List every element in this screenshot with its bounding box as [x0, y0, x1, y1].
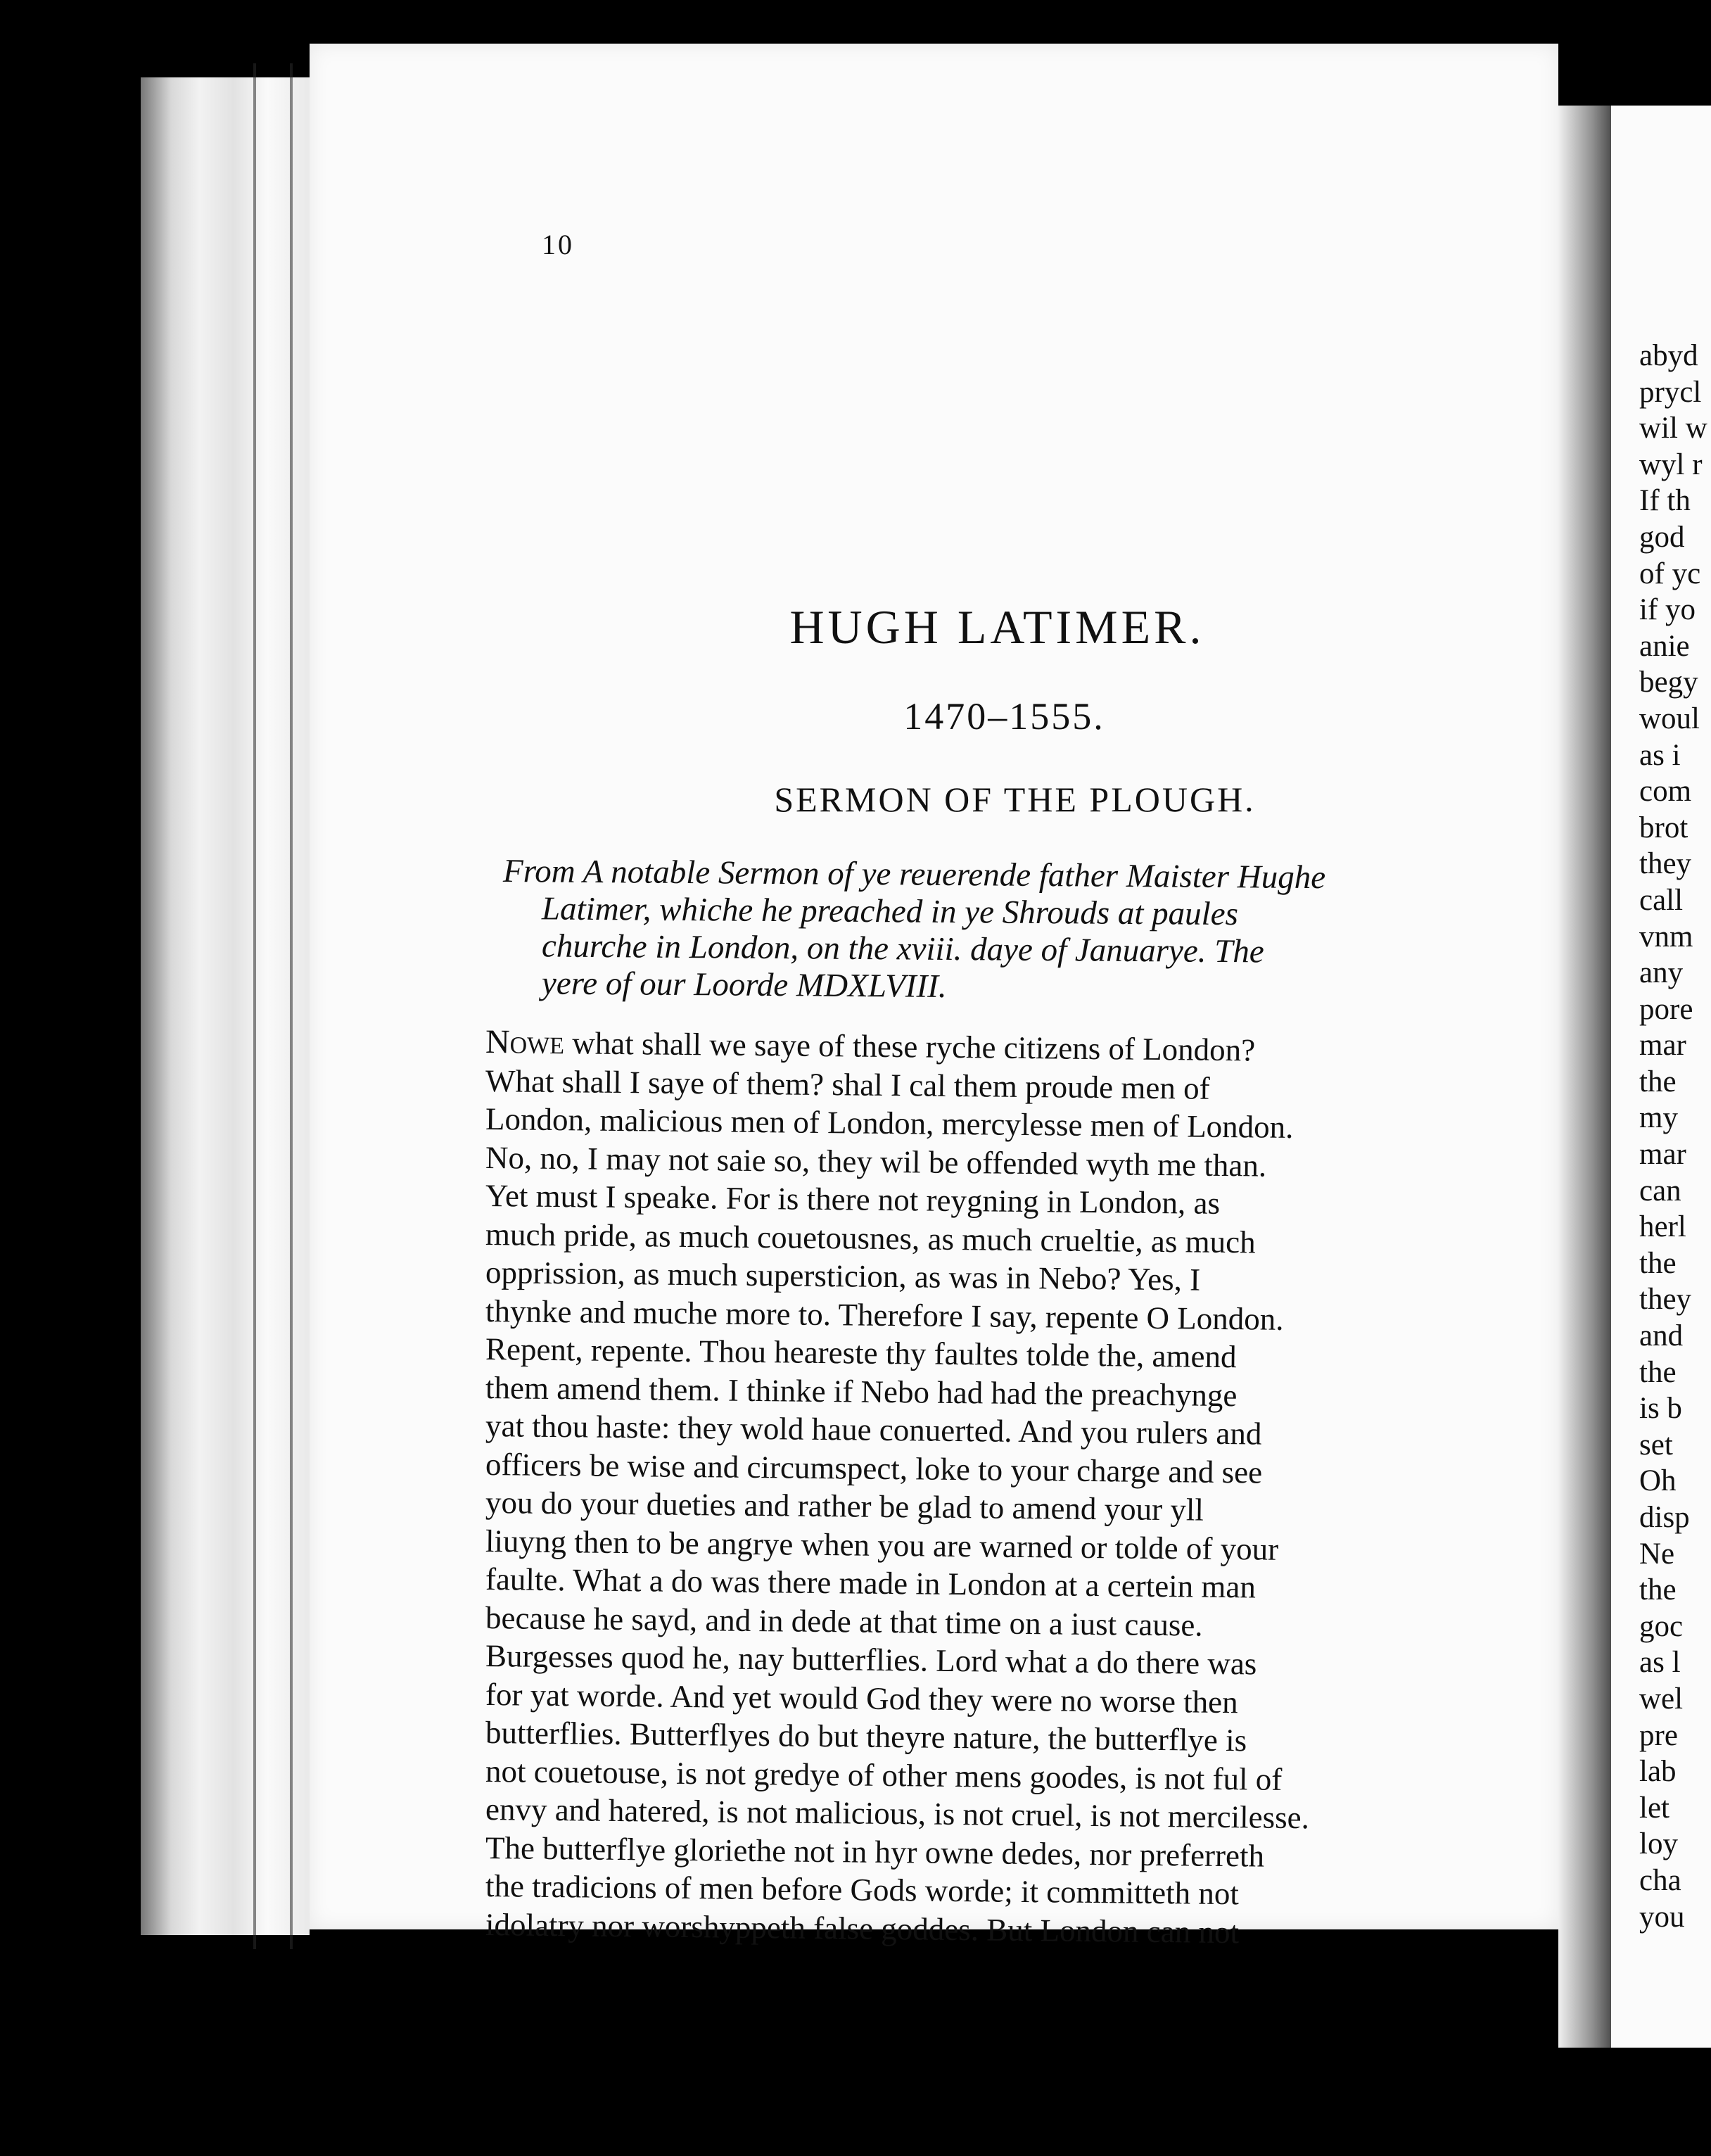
sermon-title: SERMON OF THE PLOUGH. — [774, 780, 1256, 819]
facing-page-line: pre — [1639, 1718, 1678, 1752]
body-line: officers be wise and circumspect, loke to your charge and see — [485, 1446, 1263, 1490]
facing-page-line: vnm — [1639, 920, 1693, 953]
body-line: No, no, I may not saie so, they wil be offended wyth me than. — [485, 1139, 1267, 1184]
body-line: not couetouse, is not gredye of other mens goodes, is not ful of — [485, 1753, 1283, 1797]
facing-page-line: begy — [1639, 666, 1698, 699]
source-line: From A notable Sermon of ye reuerende father Maister Hughe — [502, 853, 1326, 896]
body-line: envy and hatered, is not malicious, is not cruel, is not mercilesse. — [485, 1792, 1310, 1836]
body-line: What shall I saye of them? shal I cal them proude men of — [485, 1063, 1210, 1106]
facing-page-line: Oh — [1639, 1464, 1677, 1498]
facing-page-line: If th — [1639, 484, 1691, 518]
facing-page-text — [1639, 338, 1707, 1935]
facing-page-line: as i — [1639, 738, 1681, 772]
facing-page-line: herl — [1639, 1210, 1686, 1244]
facing-page-line: anie — [1639, 629, 1690, 663]
facing-page-line: disp — [1639, 1501, 1690, 1534]
body-line: faulte. What a do was there made in London at a certein man — [485, 1561, 1257, 1605]
facing-page-line: brot — [1639, 811, 1688, 844]
page-edge-line — [290, 63, 293, 1949]
body-line: thynke and muche more to. Therefore I say, repente O London. — [485, 1293, 1284, 1337]
facing-page-line: and — [1639, 1319, 1684, 1353]
source-line: yere of our Loorde MDXLVIII. — [541, 965, 947, 1005]
facing-page-line: can — [1639, 1174, 1681, 1207]
body-line: much pride, as much couetousnes, as much crueltie, as much — [485, 1216, 1256, 1260]
source-note — [502, 853, 1467, 1005]
body-line: for yat worde. And yet would God they were no worse then — [485, 1676, 1238, 1720]
facing-page — [1611, 106, 1711, 2048]
facing-page-line: prycl — [1639, 375, 1702, 409]
facing-page-line: abyd — [1639, 339, 1698, 372]
facing-page-line: goc — [1639, 1609, 1684, 1643]
body-line: because he sayd, and in dede at that time on a iust cause. — [485, 1599, 1203, 1643]
body-line: you do your dueties and rather be glad to amend your yll — [485, 1485, 1204, 1528]
facing-page-line: the — [1639, 1573, 1677, 1607]
source-line: Latimer, whiche he preached in ye Shrouds at paules — [541, 890, 1239, 933]
facing-page-line: call — [1639, 883, 1684, 917]
facing-page-line: of yc — [1639, 557, 1701, 590]
page-stack-edge — [141, 77, 310, 1935]
facing-page-line: mar — [1639, 1138, 1686, 1172]
facing-page-line: they — [1639, 847, 1692, 881]
author-dates: 1470–1555. — [903, 695, 1105, 737]
facing-page-line: wil w — [1639, 412, 1707, 445]
facing-page-line: com — [1639, 775, 1692, 808]
facing-page-line: as l — [1639, 1646, 1681, 1680]
facing-page-line: they — [1639, 1283, 1692, 1317]
facing-page-line: wel — [1639, 1682, 1684, 1716]
facing-page-line: wyl r — [1639, 448, 1703, 481]
facing-page-line: Ne — [1639, 1537, 1675, 1571]
facing-page-line: you — [1639, 1900, 1685, 1934]
facing-page-line: loy — [1639, 1827, 1678, 1861]
body-line: London, malicious men of London, mercylesse men of London. — [485, 1101, 1294, 1146]
facing-page-line: the — [1639, 1246, 1677, 1280]
body-line: liuyng then to be angrye when you are warned or tolde of your — [485, 1523, 1279, 1567]
body-line: idolatry nor worshyppeth false goddes. But London can not — [485, 1906, 1240, 1950]
body-line-text: what shall we saye of these ryche citizens of London? — [564, 1025, 1256, 1068]
facing-page-line: lab — [1639, 1755, 1677, 1789]
body-line: yat thou haste: they wold haue conuerted. And you rulers and — [485, 1408, 1262, 1452]
body-line: opprission, as much supersticion, as was in Nebo? Yes, I — [485, 1255, 1201, 1298]
body-line: Burgesses quod he, nay butterflies. Lord what a do there was — [485, 1638, 1257, 1682]
body-line: the tradicions of men before Gods worde; it committeth not — [485, 1868, 1240, 1912]
facing-page-line: is b — [1639, 1392, 1682, 1426]
body-line: Repent, repente. Thou heareste thy faultes tolde the, amend — [485, 1331, 1237, 1375]
source-line: churche in London, on the xviii. daye of Januarye. The — [541, 927, 1264, 970]
facing-page-line: the — [1639, 1065, 1677, 1098]
facing-page-line: my — [1639, 1101, 1678, 1135]
facing-page-line: any — [1639, 956, 1684, 990]
sermon-body — [485, 1023, 1463, 1950]
facing-page-line: pore — [1639, 992, 1693, 1026]
body-first-word: Nowe — [485, 1023, 565, 1062]
facing-page-line: god — [1639, 520, 1685, 554]
facing-page-line: cha — [1639, 1863, 1681, 1897]
facing-page-line: if yo — [1639, 593, 1696, 627]
facing-page-line: set — [1639, 1428, 1673, 1461]
author-heading: HUGH LATIMER. — [789, 600, 1205, 654]
body-line: them amend them. I thinke if Nebo had had the preachynge — [485, 1369, 1238, 1413]
body-line: butterflies. Butterflyes do but theyre nature, the butterflye is — [485, 1715, 1247, 1758]
page-edge-line — [253, 63, 256, 1949]
body-line: The butterflye gloriethe not in hyr owne dedes, nor preferreth — [485, 1830, 1265, 1874]
facing-page-line: the — [1639, 1355, 1677, 1389]
book-page — [310, 44, 1558, 1950]
facing-page-line: woul — [1639, 702, 1700, 735]
facing-page-line: mar — [1639, 1029, 1686, 1063]
body-line: Yet must I speake. For is there not reygning in London, as — [485, 1178, 1221, 1221]
page-number: 10 — [542, 229, 574, 260]
facing-page-line: let — [1639, 1791, 1669, 1825]
